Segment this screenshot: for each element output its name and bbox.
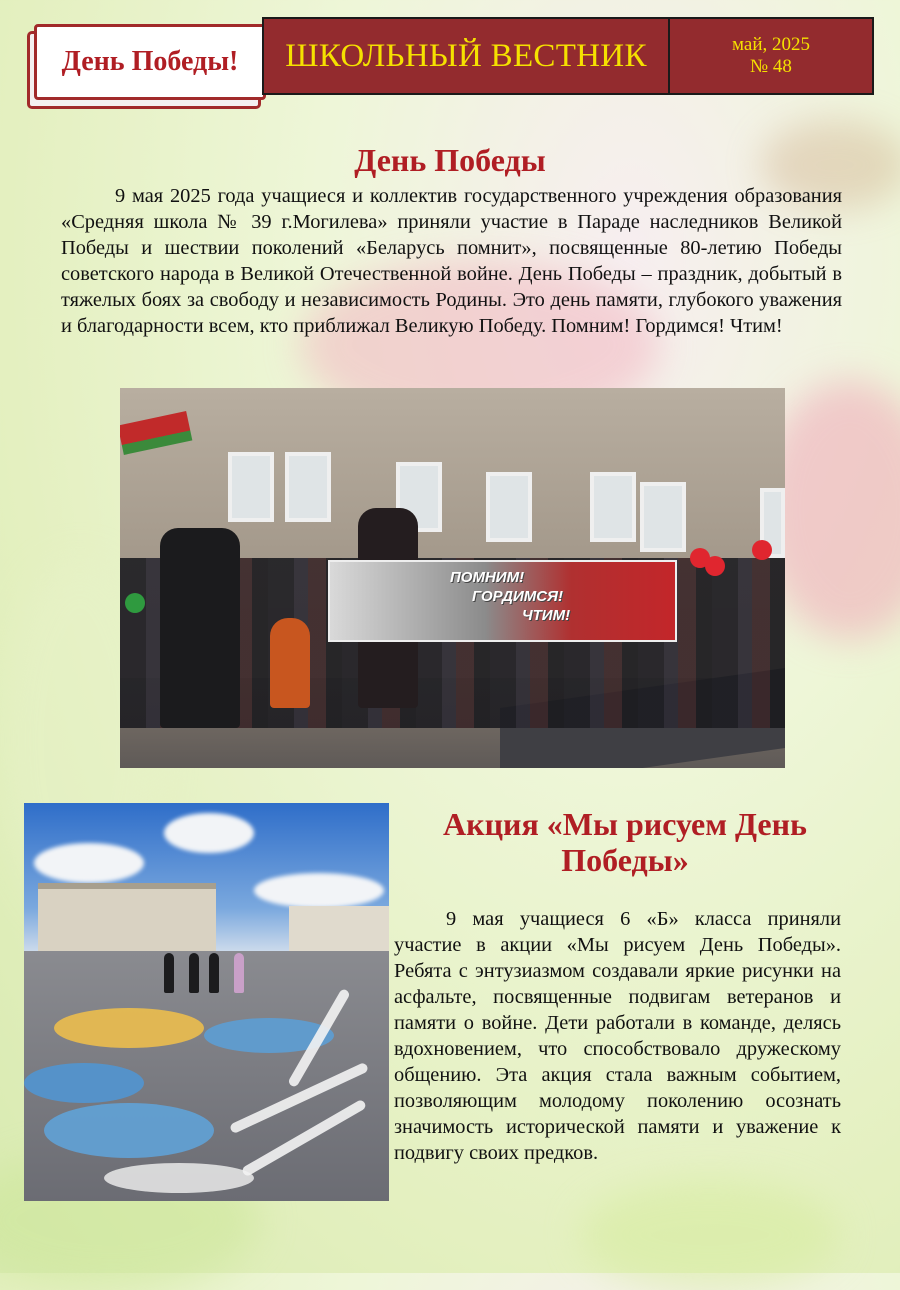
photo-person bbox=[270, 618, 310, 708]
newspaper-title bbox=[262, 17, 670, 95]
photo-window bbox=[228, 452, 274, 522]
photo-building bbox=[289, 906, 389, 951]
parade-photo bbox=[120, 388, 785, 768]
ribbon-label: День Победы! bbox=[61, 46, 239, 77]
chalk-drawing-photo bbox=[24, 803, 389, 1201]
chalk-drawing bbox=[44, 1103, 214, 1158]
photo-balloon bbox=[752, 540, 772, 560]
photo-cloud bbox=[164, 813, 254, 853]
article2-body: 9 мая учащиеся 6 «Б» класса приняли участие в акции «Мы рисуем День Победы». Ребята с энтузиазмом создавали яркие рисунки на асфальте, посвященные подвигам ветеранов и памяти о войне. Дети работали в команде, делясь вдохновением, что способствовало дружескому общению. Эта акция стала важным событием, позволяющим молодому поколению осознать значимость исторической памяти и уважение к подвигу своих предков. bbox=[394, 908, 841, 1164]
article1-title: День Победы bbox=[354, 142, 546, 178]
chalk-drawing bbox=[104, 1163, 254, 1193]
photo-window bbox=[590, 472, 636, 542]
chalk-drawing bbox=[24, 1063, 144, 1103]
photo-window bbox=[640, 482, 686, 552]
photo-balloon bbox=[705, 556, 725, 576]
photo-person bbox=[209, 953, 219, 993]
banner-line: ПОМНИМ! bbox=[450, 569, 525, 586]
header-ribbon bbox=[22, 14, 260, 110]
photo-banner bbox=[328, 560, 677, 642]
photo-person bbox=[164, 953, 174, 993]
background-leaf bbox=[580, 1180, 840, 1290]
photo-person bbox=[160, 528, 240, 728]
ribbon-banner bbox=[34, 24, 266, 100]
photo-building bbox=[38, 883, 216, 959]
issue-date: май, 2025 bbox=[732, 34, 810, 55]
banner-line: ЧТИМ! bbox=[522, 607, 571, 624]
issue-info bbox=[668, 17, 874, 95]
photo-person bbox=[234, 953, 244, 993]
photo-person bbox=[189, 953, 199, 993]
photo-window bbox=[285, 452, 331, 522]
chalk-drawing bbox=[54, 1008, 204, 1048]
photo-cloud bbox=[254, 873, 384, 908]
banner-line: ГОРДИМСЯ! bbox=[472, 588, 563, 605]
article2-title: Акция «Мы рисуем День Победы» bbox=[443, 806, 807, 878]
issue-number: № 48 bbox=[750, 56, 792, 77]
photo-window bbox=[486, 472, 532, 542]
photo-cloud bbox=[34, 843, 144, 883]
newspaper-title-text: ШКОЛЬНЫЙ ВЕСТНИК bbox=[285, 37, 647, 74]
article1-body: 9 мая 2025 года учащиеся и коллектив государственного учреждения образования «Средняя школа № 39 г.Могилева» приняли участие в Параде наследников Великой Победы и шествии поколений «Беларусь помнит», посвященные 80-летию Победы советского народа в Великой Отечественной войне. День Победы – праздник, добытый в тяжелых боях за свободу и независимость Родины. Это день памяти, глубокого уважения и благодарности всем, кто приближал Великую Победу. Помним! Гордимся! Чтим! bbox=[61, 185, 842, 337]
photo-banner-text bbox=[450, 568, 570, 625]
photo-balloon bbox=[125, 593, 145, 613]
